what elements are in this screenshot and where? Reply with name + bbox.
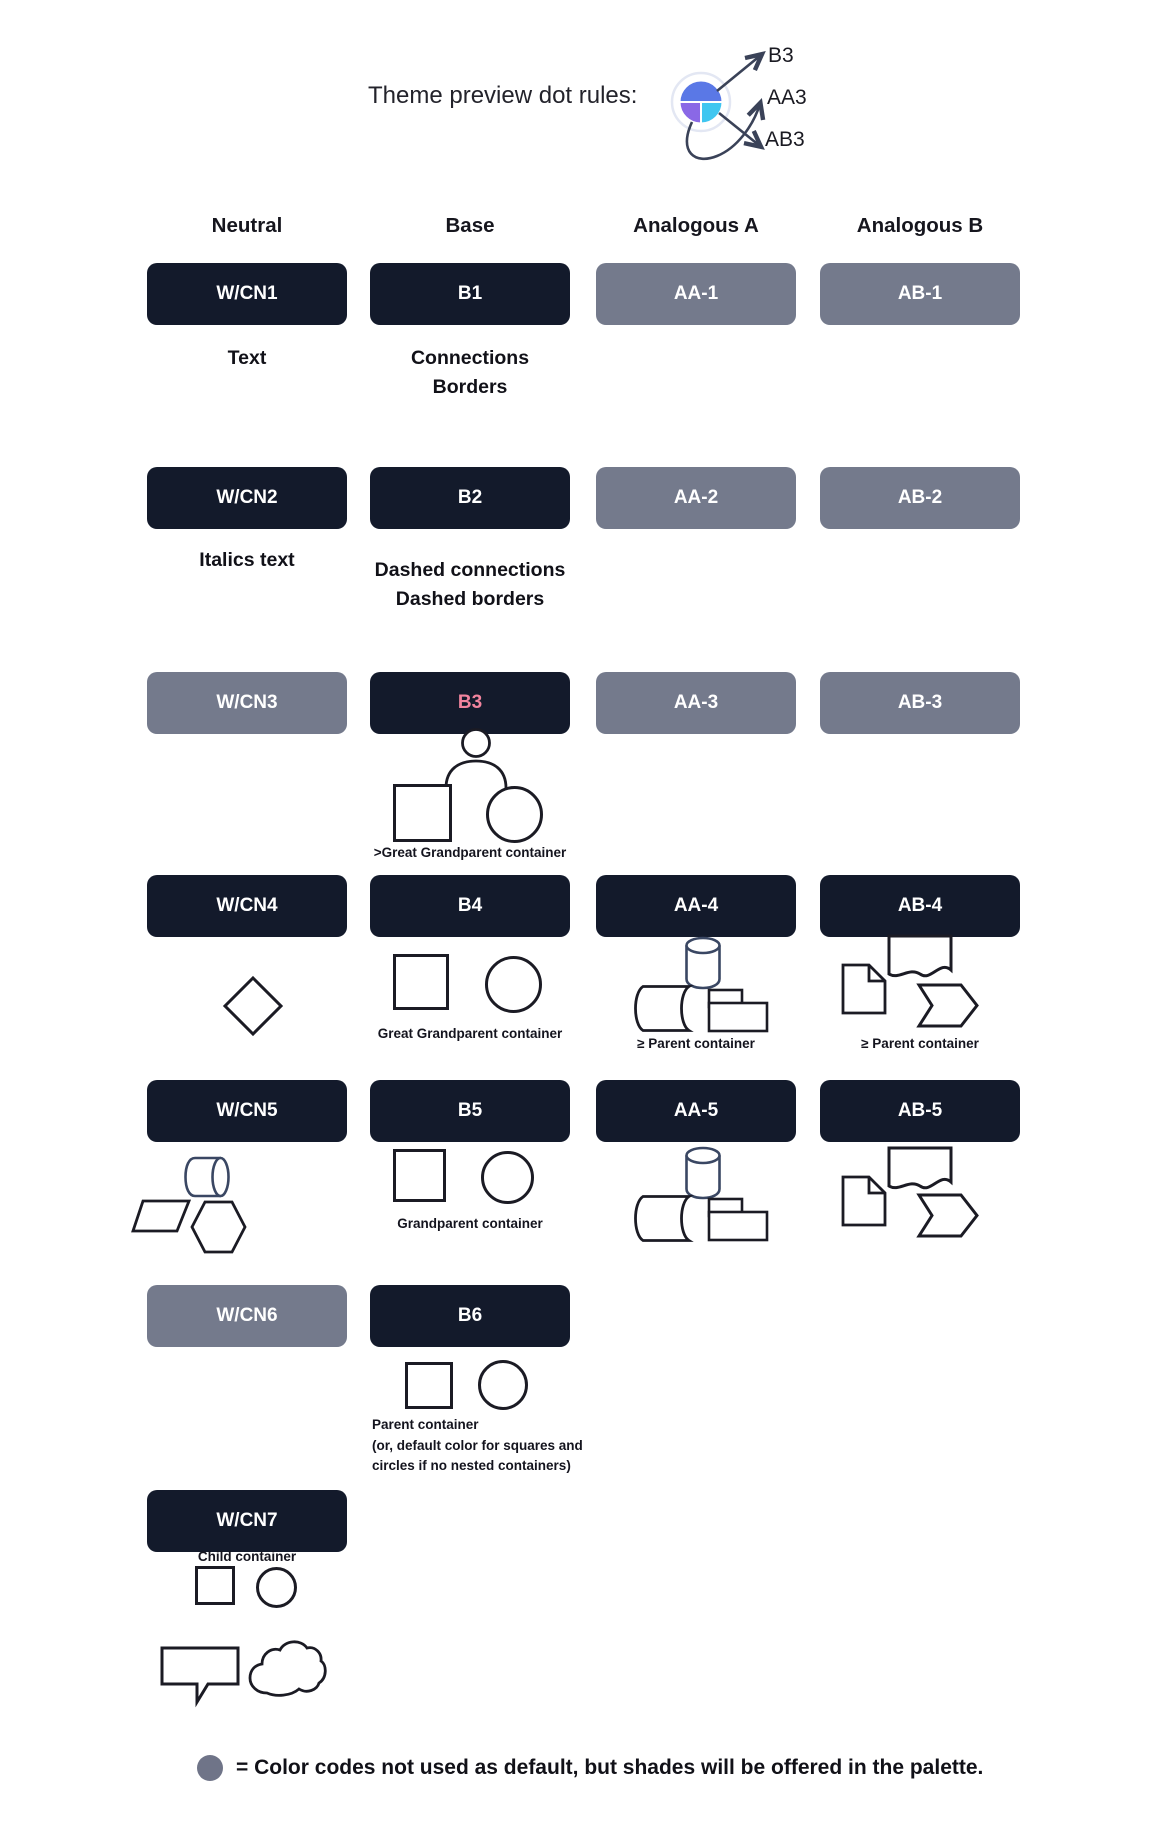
chevron-icon xyxy=(916,1192,980,1239)
swatch-label: AB-4 xyxy=(897,895,943,916)
caption-b4: Great Grandparent container xyxy=(377,1026,563,1041)
legend-text: = Color codes not used as default, but shades will be offered in the palette. xyxy=(236,1756,984,1779)
swatch-wcn1 xyxy=(147,263,347,325)
cylinder-icon xyxy=(683,1146,723,1199)
dot-segment-top xyxy=(680,81,723,103)
swatch-aa2 xyxy=(596,467,796,529)
swatch-label: AB-2 xyxy=(897,487,943,508)
circle-icon xyxy=(481,1151,534,1204)
swatch-label: W/CN7 xyxy=(216,1510,278,1531)
swatch-label: AA-4 xyxy=(673,895,719,916)
swatch-aa5 xyxy=(596,1080,796,1142)
caption-b5: Grandparent container xyxy=(397,1216,543,1231)
swatch-label: B6 xyxy=(457,1305,483,1326)
swatch-label: B4 xyxy=(457,895,483,916)
note-line: Connections xyxy=(410,347,530,369)
legend-dot xyxy=(197,1755,223,1781)
dogear-document-icon xyxy=(840,962,888,1016)
folder-icon xyxy=(706,1196,770,1243)
swatch-wcn4 xyxy=(147,875,347,937)
note-line: Borders xyxy=(432,376,508,398)
note-wcn1: Text xyxy=(227,347,267,369)
caption-wcn7: Child container xyxy=(197,1549,297,1564)
swatch-label: W/CN5 xyxy=(216,1100,278,1121)
swatch-label: AB-1 xyxy=(897,283,943,304)
swatch-wcn2 xyxy=(147,467,347,529)
dot-rule-label-b3: B3 xyxy=(768,44,794,67)
column-header-neutral: Neutral xyxy=(211,214,283,237)
swatch-b3 xyxy=(370,672,570,734)
swatch-b4 xyxy=(370,875,570,937)
swatch-wcn7 xyxy=(147,1490,347,1552)
swatch-ab3 xyxy=(820,672,1020,734)
swatch-b1 xyxy=(370,263,570,325)
horizontal-cylinder-icon xyxy=(182,1155,232,1199)
speech-bubble-icon xyxy=(159,1645,241,1705)
swatch-label: AB-5 xyxy=(897,1100,943,1121)
square-icon xyxy=(393,954,449,1010)
dot-rule-label-ab3: AB3 xyxy=(765,128,805,151)
caption-b3: >Great Grandparent container xyxy=(373,845,567,860)
swatch-wcn6 xyxy=(147,1285,347,1347)
swatch-ab4 xyxy=(820,875,1020,937)
swatch-wcn3 xyxy=(147,672,347,734)
swatch-label: B3 xyxy=(457,692,483,713)
column-header-base: Base xyxy=(445,214,495,237)
cylinder-icon xyxy=(683,936,723,989)
swatch-label: AB-3 xyxy=(897,692,943,713)
circle-icon xyxy=(478,1360,528,1410)
note-wcn2: Italics text xyxy=(199,549,295,571)
stored-data-icon xyxy=(628,1194,692,1243)
caption-b6-sub: (or, default color for squares and circles if no nested containers) xyxy=(372,1438,583,1473)
hexagon-icon xyxy=(188,1200,248,1254)
swatch-aa3 xyxy=(596,672,796,734)
swatch-b5 xyxy=(370,1080,570,1142)
person-icon xyxy=(444,728,508,788)
note-line: Dashed borders xyxy=(395,588,545,610)
dogear-document-icon xyxy=(840,1174,888,1228)
swatch-ab5 xyxy=(820,1080,1020,1142)
square-icon xyxy=(195,1566,235,1605)
swatch-label: W/CN6 xyxy=(216,1305,278,1326)
column-header-analogous-b: Analogous B xyxy=(856,214,984,237)
arrow-to-b3 xyxy=(717,55,761,91)
swatch-aa1 xyxy=(596,263,796,325)
circle-icon xyxy=(485,956,542,1013)
caption-b6-title: Parent container xyxy=(372,1417,479,1432)
swatch-b2 xyxy=(370,467,570,529)
note-line: Dashed connections xyxy=(374,559,566,581)
diamond-icon xyxy=(222,976,284,1036)
swatch-label: W/CN1 xyxy=(216,283,278,304)
swatch-label: B5 xyxy=(457,1100,483,1121)
circle-icon xyxy=(486,786,543,843)
swatch-label: B1 xyxy=(457,283,483,304)
square-icon xyxy=(393,1149,446,1202)
swatch-label: W/CN4 xyxy=(216,895,278,916)
dot-segment-bottom-left xyxy=(680,102,702,124)
dot-rule-label-aa3: AA3 xyxy=(767,86,807,109)
swatch-wcn5 xyxy=(147,1080,347,1142)
wavy-document-icon xyxy=(886,1145,954,1195)
swatch-label: W/CN2 xyxy=(216,487,278,508)
caption-aa4: ≥ Parent container xyxy=(637,1036,755,1051)
circle-icon xyxy=(256,1567,297,1608)
column-header-analogous-a: Analogous A xyxy=(633,214,759,237)
cloud-icon xyxy=(246,1636,330,1698)
page-title: Theme preview dot rules: xyxy=(368,82,638,109)
swatch-ab2 xyxy=(820,467,1020,529)
note-b2 xyxy=(370,556,570,614)
swatch-label: AA-2 xyxy=(673,487,719,508)
folder-icon xyxy=(706,987,770,1034)
swatch-label: W/CN3 xyxy=(216,692,278,713)
swatch-ab1 xyxy=(820,263,1020,325)
parallelogram-icon xyxy=(130,1199,192,1233)
swatch-label: B2 xyxy=(457,487,483,508)
square-icon xyxy=(405,1362,453,1409)
stored-data-icon xyxy=(628,984,692,1033)
wavy-document-icon xyxy=(886,933,954,983)
square-icon xyxy=(393,784,452,842)
caption-ab4: ≥ Parent container xyxy=(861,1036,979,1051)
swatch-b6 xyxy=(370,1285,570,1347)
swatch-label: AA-1 xyxy=(673,283,719,304)
chevron-icon xyxy=(916,982,980,1029)
swatch-label: AA-5 xyxy=(673,1100,719,1121)
swatch-label: AA-3 xyxy=(673,692,719,713)
note-b1 xyxy=(370,344,570,402)
swatch-aa4 xyxy=(596,875,796,937)
